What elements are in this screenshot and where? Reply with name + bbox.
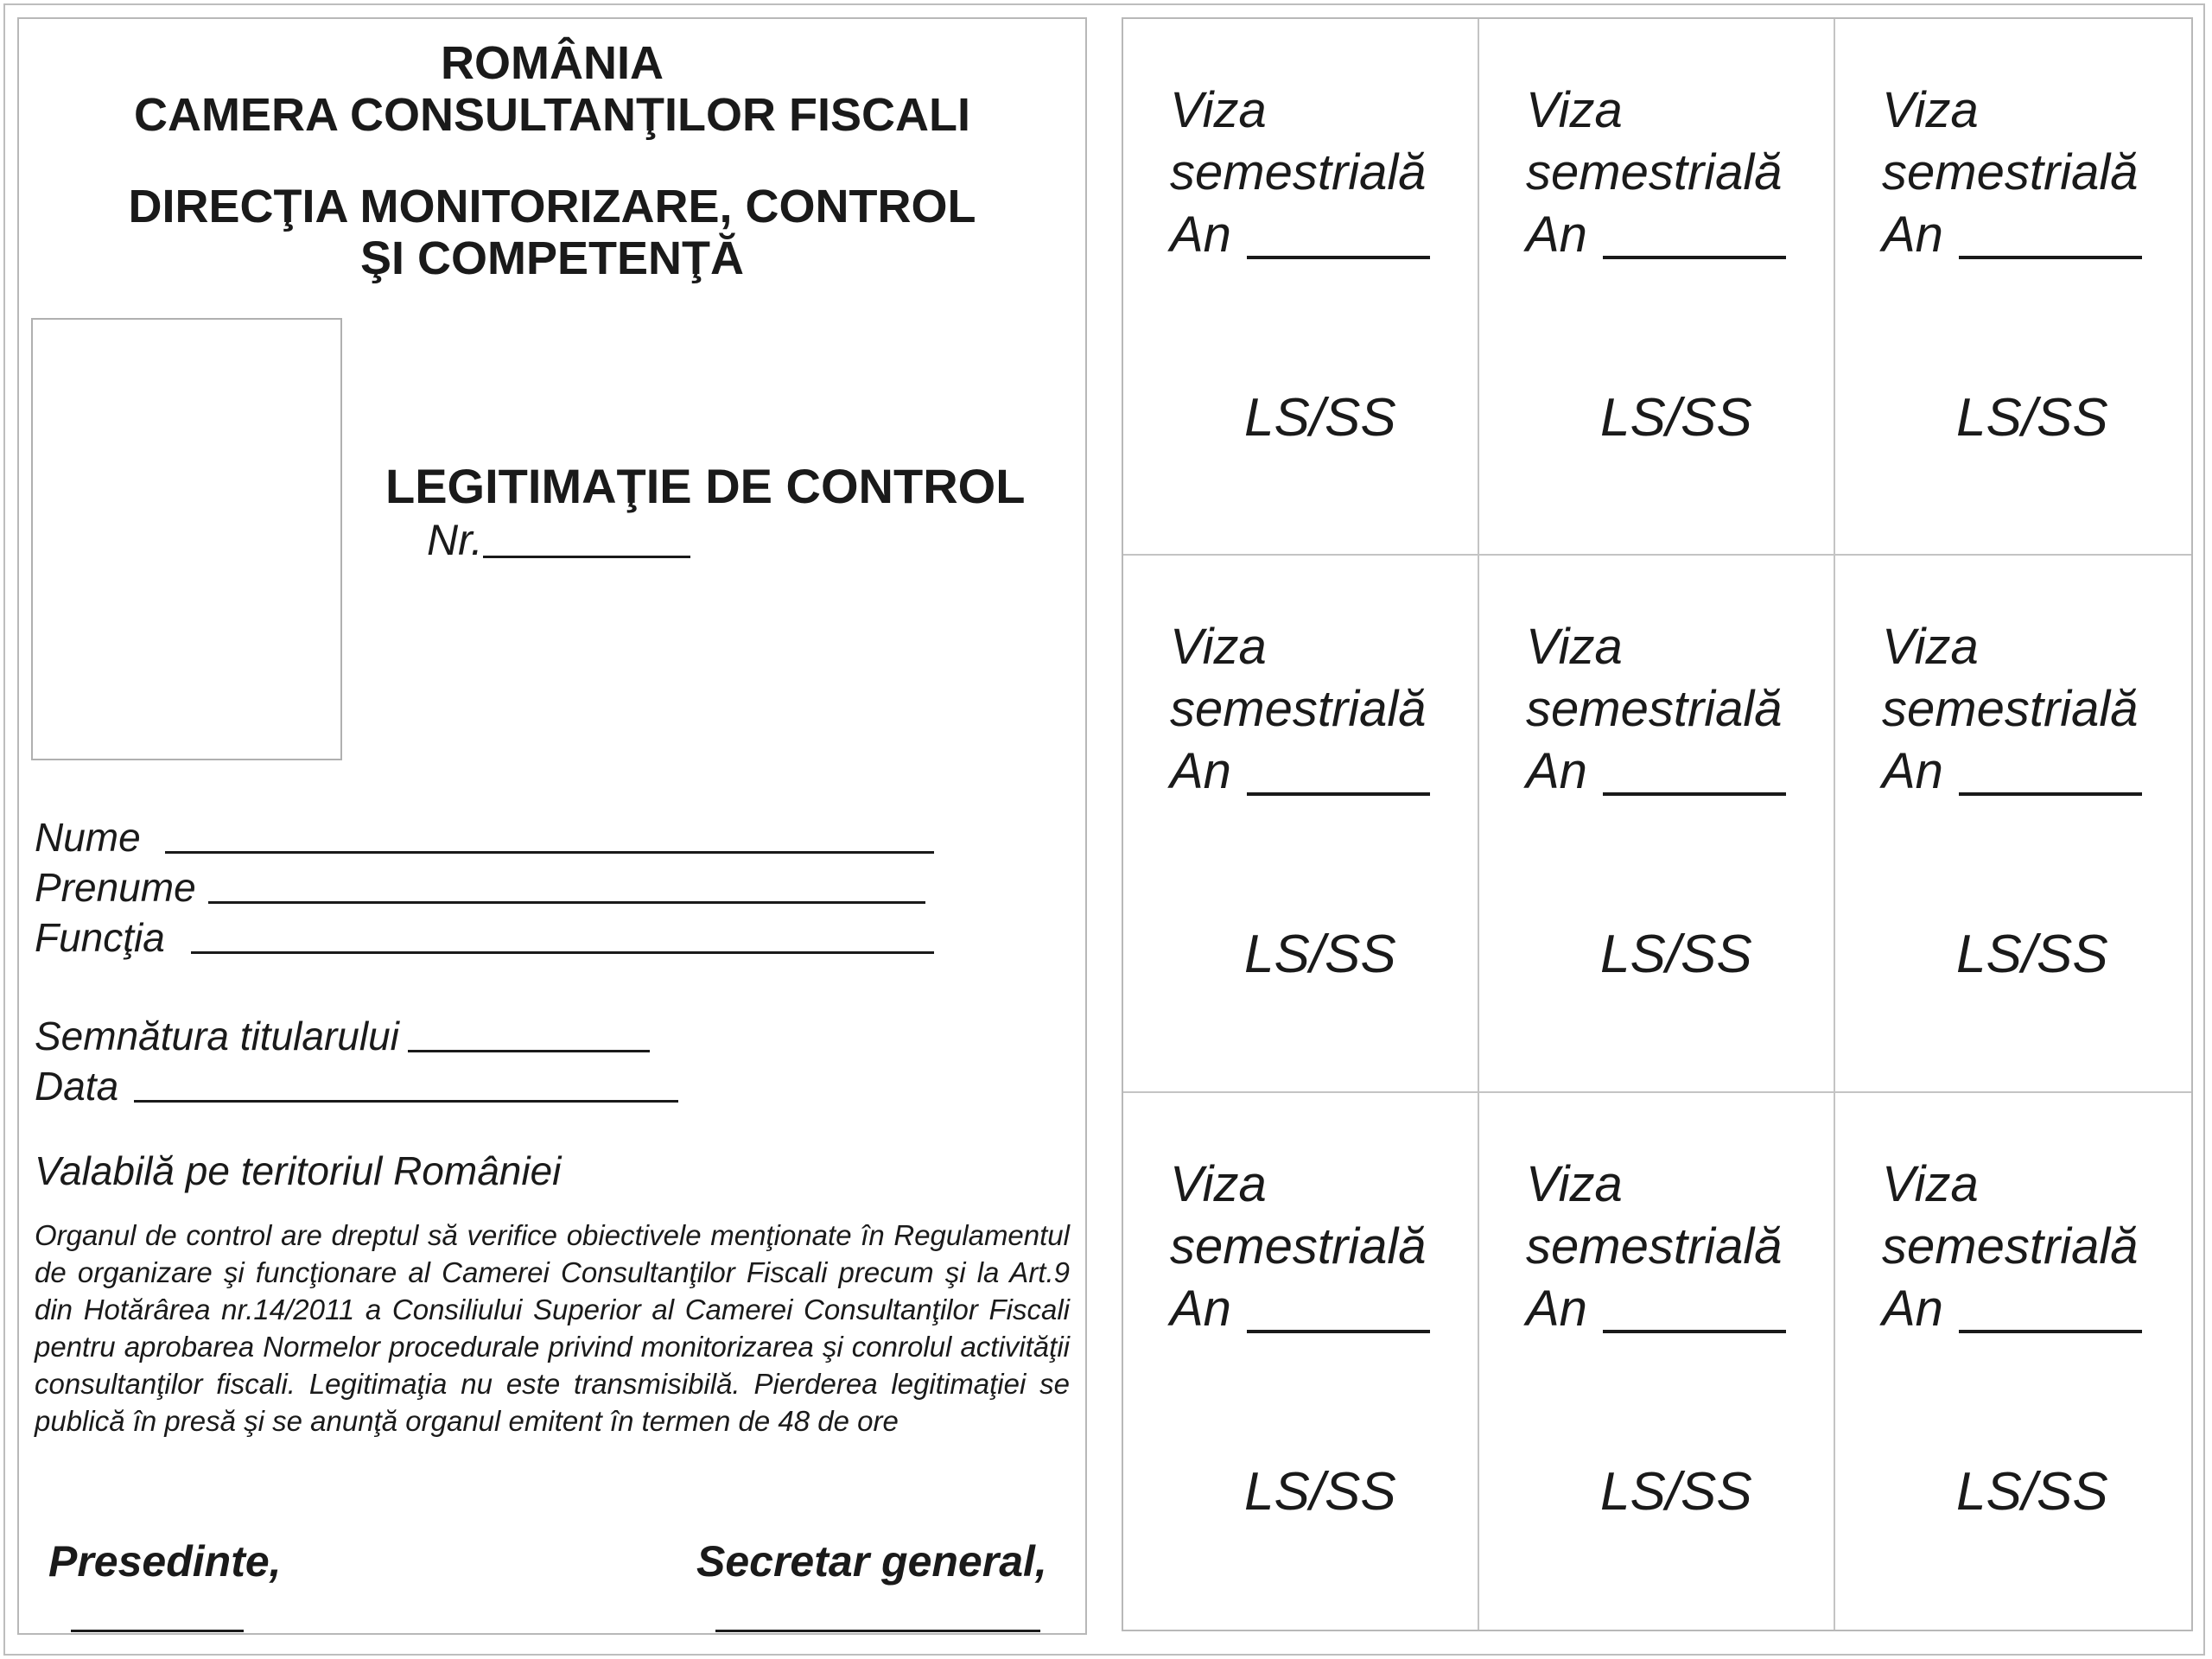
visa-grid: [1122, 17, 2193, 1631]
visa-period: semestrială: [1526, 144, 1783, 200]
seal-label: LS/SS: [1244, 1461, 1396, 1522]
header-directorate-line2: ŞI COMPETENŢĂ: [359, 232, 745, 284]
visa-year-row: [1170, 741, 1430, 803]
field-label-data: Data: [35, 1064, 119, 1109]
visa-cell: [1123, 19, 1479, 556]
visa-period: semestrială: [1882, 1217, 2139, 1274]
field-row-nume: [35, 814, 934, 861]
visa-year-line: [1603, 792, 1786, 796]
visa-text: [1882, 1154, 2142, 1340]
visa-year-line: [1247, 792, 1430, 796]
field-row-functia: [35, 914, 934, 961]
visa-year-row: [1526, 741, 1786, 803]
field-row-prenume: [35, 864, 925, 911]
visa-year-line: [1247, 256, 1430, 259]
visa-label: Viza: [1170, 619, 1267, 676]
field-line-semnatura: [408, 1050, 650, 1052]
photo-placeholder: [31, 318, 342, 760]
visa-year-row: [1170, 1278, 1430, 1340]
visa-text: [1170, 79, 1430, 266]
header-country: ROMÂNIA: [441, 37, 664, 89]
field-label-functia: Funcţia: [35, 915, 165, 960]
seal-label: LS/SS: [1956, 388, 2108, 448]
field-line-data: [134, 1100, 678, 1103]
seal-label: LS/SS: [1956, 1461, 2108, 1522]
visa-text: [1526, 616, 1786, 803]
visa-period: semestrială: [1170, 144, 1427, 200]
seal-label: LS/SS: [1244, 388, 1396, 448]
seal-label: LS/SS: [1244, 925, 1396, 985]
secretary-label: Secretar general,: [696, 1537, 1047, 1586]
visa-label: Viza: [1882, 619, 1979, 676]
field-label-semnatura: Semnătura titularului: [35, 1014, 399, 1058]
visa-cell: [1479, 19, 1835, 556]
visa-year-line: [1603, 1330, 1786, 1333]
visa-year-label: An: [1526, 1280, 1587, 1337]
field-line-functia: [191, 951, 934, 954]
visa-text: [1170, 1154, 1430, 1340]
visa-text: [1882, 616, 2142, 803]
visa-cell: [1479, 556, 1835, 1092]
visa-year-label: An: [1170, 743, 1231, 800]
visa-year-line: [1959, 256, 2142, 259]
visa-label: Viza: [1526, 1155, 1623, 1212]
nr-label: Nr.: [427, 516, 483, 564]
field-label-nume: Nume: [35, 815, 141, 860]
visa-text: [1526, 79, 1786, 266]
visa-year-label: An: [1882, 207, 1943, 263]
visa-year-row: [1526, 1278, 1786, 1340]
visa-cell: [1835, 556, 2191, 1092]
seal-label: LS/SS: [1600, 1461, 1752, 1522]
visa-year-row: [1882, 741, 2142, 803]
secretary-signature-line: [715, 1630, 1040, 1632]
id-card-front: [17, 17, 1087, 1635]
visa-cell: [1123, 556, 1479, 1092]
seal-label: LS/SS: [1600, 388, 1752, 448]
validity-text: Valabilă pe teritoriul României: [35, 1148, 562, 1193]
visa-year-label: An: [1882, 743, 1943, 800]
visa-year-label: An: [1526, 207, 1587, 263]
visa-label: Viza: [1170, 1155, 1267, 1212]
field-row-data: [35, 1063, 678, 1109]
president-label: Presedinte,: [48, 1537, 282, 1586]
visa-period: semestrială: [1526, 1217, 1783, 1274]
visa-year-label: An: [1526, 743, 1587, 800]
visa-period: semestrială: [1526, 681, 1783, 738]
field-line-nume: [165, 851, 934, 854]
field-label-prenume: Prenume: [35, 865, 196, 910]
nr-row: [427, 515, 690, 565]
visa-cell: [1835, 1093, 2191, 1630]
visa-text: [1170, 616, 1430, 803]
visa-cell: [1479, 1093, 1835, 1630]
visa-period: semestrială: [1170, 1217, 1427, 1274]
visa-year-row: [1882, 204, 2142, 266]
visa-cell: [1835, 19, 2191, 556]
visa-period: semestrială: [1170, 681, 1427, 738]
visa-year-label: An: [1170, 207, 1231, 263]
field-row-semnatura: [35, 1013, 650, 1059]
header-institution: CAMERA CONSULTANŢILOR FISCALI: [134, 89, 970, 141]
visa-year-row: [1170, 204, 1430, 266]
visa-label: Viza: [1170, 82, 1267, 138]
visa-year-line: [1247, 1330, 1430, 1333]
visa-period: semestrială: [1882, 681, 2139, 738]
nr-line: [483, 556, 690, 558]
header-directorate-line1: DIRECŢIA MONITORIZARE, CONTROL: [128, 181, 976, 232]
visa-label: Viza: [1882, 1155, 1979, 1212]
visa-label: Viza: [1882, 82, 1979, 138]
visa-year-row: [1882, 1278, 2142, 1340]
visa-year-row: [1526, 204, 1786, 266]
visa-year-label: An: [1882, 1280, 1943, 1337]
visa-year-label: An: [1170, 1280, 1231, 1337]
president-signature-line: [71, 1630, 244, 1632]
visa-year-line: [1603, 256, 1786, 259]
visa-label: Viza: [1526, 619, 1623, 676]
visa-year-line: [1959, 1330, 2142, 1333]
visa-year-line: [1959, 792, 2142, 796]
visa-text: [1882, 79, 2142, 266]
visa-label: Viza: [1526, 82, 1623, 138]
seal-label: LS/SS: [1600, 925, 1752, 985]
visa-cell: [1123, 1093, 1479, 1630]
legal-text: Organul de control are dreptul să verifice obiectivele menţionate în Regulamentul de organizare şi funcţionare al Camerei Consultanţilor Fiscali precum şi la Art.9 din Hotărârea nr.14/2011 a Consiliului Superior al Camerei Consultanţilor Fiscali pentru aprobarea Normelor procedurale privind monitorizarea şi conrolul activităţii consultanţilor fiscali. Legitimaţia nu este transmisibilă. Pierderea legitimaţiei se publică în presă şi se anunţă organul emitent în termen de 48 de ore: [35, 1219, 1070, 1437]
card-title: LEGITIMAŢIE DE CONTROL: [385, 459, 1026, 513]
seal-label: LS/SS: [1956, 925, 2108, 985]
visa-period: semestrială: [1882, 144, 2139, 200]
field-line-prenume: [208, 901, 925, 904]
visa-text: [1526, 1154, 1786, 1340]
